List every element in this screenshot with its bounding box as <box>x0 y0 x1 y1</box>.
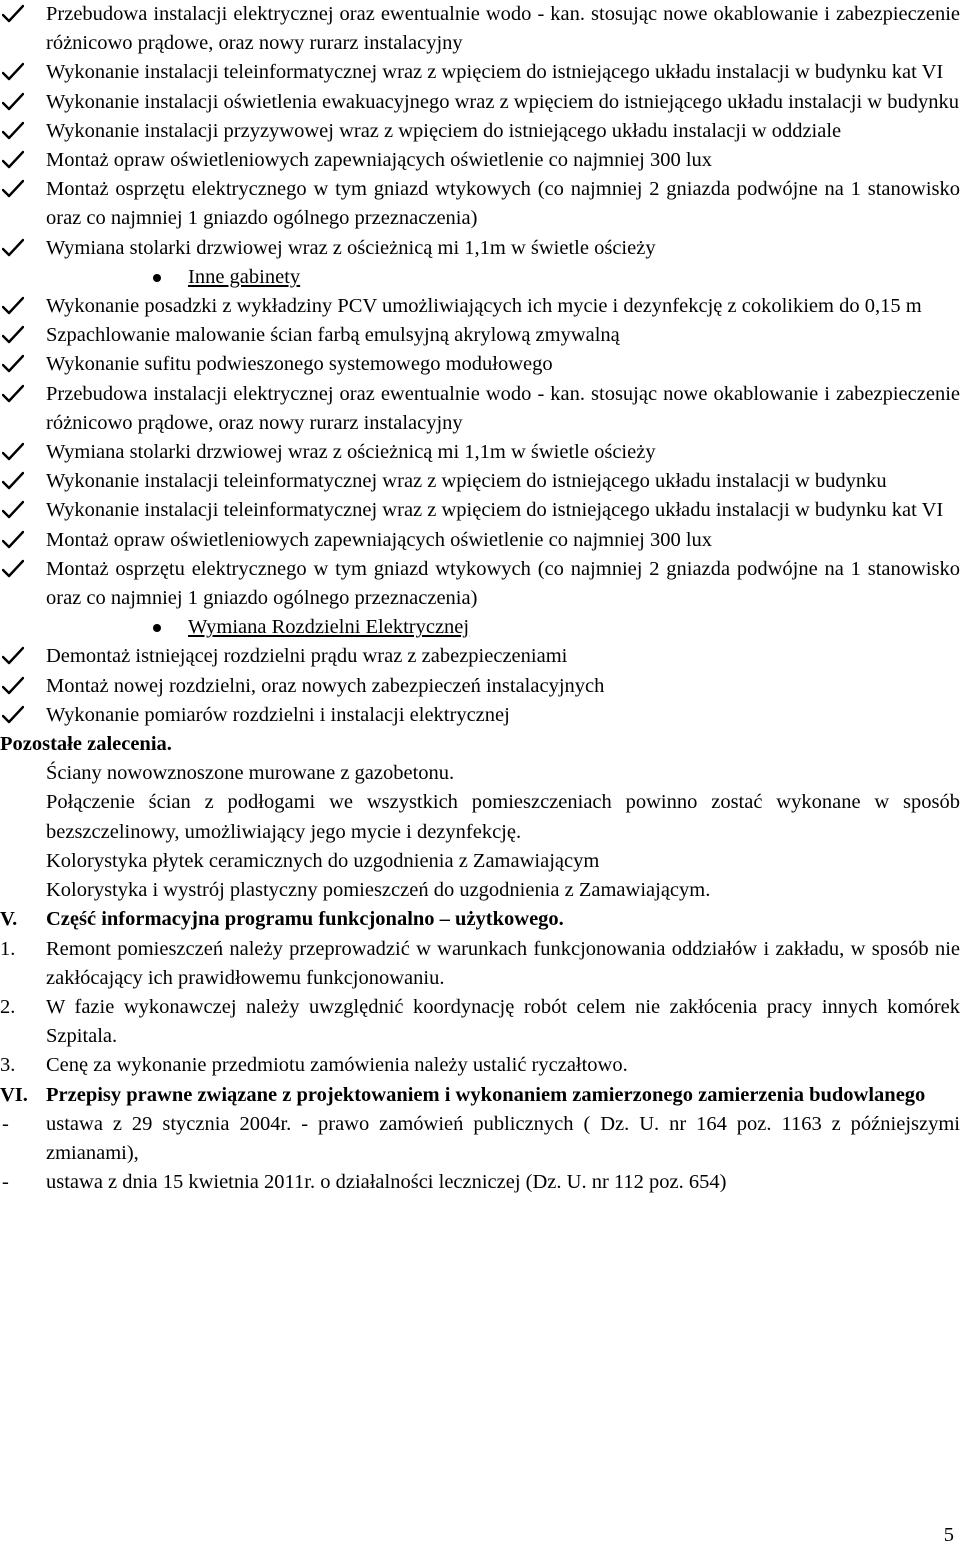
checklist-item <box>0 0 960 58</box>
subsection-inne-gabinety <box>0 263 960 292</box>
checkmark-icon <box>2 500 24 520</box>
checkmark-icon <box>2 296 24 316</box>
checklist-item-text: Wykonanie instalacji teleinformatycznej wraz z wpięciem do istniejącego układu instalacji w budynku <box>46 470 887 493</box>
checkmark-icon <box>2 471 24 491</box>
checklist-item <box>0 117 960 146</box>
checklist-item <box>0 88 960 117</box>
checklist-item-text: Wykonanie instalacji przyzywowej wraz z wpięciem do istniejącego układu instalacji w oddziale <box>46 119 842 142</box>
dash-marker: - <box>2 1112 9 1135</box>
section-heading-section_vi <box>0 1081 960 1110</box>
numbered-item <box>0 935 960 993</box>
checklist-item <box>0 350 960 379</box>
checklist-item-text: Wykonanie instalacji teleinformatycznej wraz z wpięciem do istniejącego układu instalacji w budynku kat VI <box>46 499 944 522</box>
checklist-item <box>0 292 960 321</box>
numbered-item <box>0 993 960 1051</box>
section-title: Przepisy prawne związane z projektowaniem i wykonaniem zamierzonego zamierzenia budowlanego <box>46 1083 926 1106</box>
checkmark-icon <box>2 4 24 24</box>
checklist-item-text: Wymiana stolarki drzwiowej wraz z ościeżnicą mi 1,1m w świetle ościeży <box>46 441 656 464</box>
checkmark-icon <box>2 150 24 170</box>
section-heading-section_v <box>0 905 960 934</box>
bullet-icon <box>153 274 161 282</box>
law-item-text: ustawa z dnia 15 kwietnia 2011r. o działalności leczniczej (Dz. U. nr 112 poz. 654) <box>46 1171 727 1194</box>
checkmark-icon <box>2 121 24 141</box>
checklist-item-text: Wykonanie pomiarów rozdzielni i instalacji elektrycznej <box>46 703 510 726</box>
checklist-item <box>0 555 960 613</box>
item-number: 2. <box>0 995 16 1018</box>
checklist-item <box>0 438 960 467</box>
law-item <box>0 1168 960 1197</box>
checklist-item-text: Przebudowa instalacji elektrycznej oraz ewentualnie wodo - kan. stosując nowe okablowanie i zabezpieczenie różnicowo prądowe, oraz nowy rurarz instalacyjny <box>46 382 960 434</box>
law-item <box>0 1110 960 1168</box>
checklist-item <box>0 58 960 87</box>
bullet-icon <box>153 624 161 632</box>
numbered-item <box>0 1051 960 1080</box>
checkmark-icon <box>2 179 24 199</box>
checkmark-icon <box>2 354 24 374</box>
dash-marker: - <box>2 1171 9 1194</box>
item-text: W fazie wykonawczej należy uwzględnić koordynację robót celem nie zakłócenia pracy innych komórek Szpitala. <box>46 995 960 1048</box>
checklist-item-text: Montaż nowej rozdzielni, oraz nowych zabezpieczeń instalacyjnych <box>46 674 605 697</box>
checklist-item <box>0 701 960 730</box>
checklist-item-text: Szpachlowanie malowanie ścian farbą emulsyjną akrylową zmywalną <box>46 324 620 347</box>
checkmark-icon <box>2 646 24 666</box>
checklist-item-text: Przebudowa instalacji elektrycznej oraz ewentualnie wodo - kan. stosując nowe okablowanie i zabezpieczenie różnicowo prądowe, oraz nowy rurarz instalacyjny <box>46 3 960 55</box>
checklist-item-text: Montaż osprzętu elektrycznego w tym gniazd wtykowych (co najmniej 2 gniazda podwójne na 1 stanowisko oraz co najmniej 1 gniazdo ogólnego przeznaczenia) <box>46 557 960 610</box>
checklist-item <box>0 672 960 701</box>
checklist-item <box>0 496 960 525</box>
checkmark-icon <box>2 442 24 462</box>
checkmark-icon <box>2 559 24 579</box>
law-item-text: ustawa z 29 stycznia 2004r. - prawo zamówień publicznych ( Dz. U. nr 164 poz. 1163 z późniejszymi zmianami), <box>46 1112 960 1164</box>
section-title: Część informacyjna programu funkcjonalno – użytkowego. <box>46 908 564 931</box>
recommendation-line: Połączenie ścian z podłogami we wszystkich pomieszczeniach powinno zostać wykonane w sposób bezszczelinowy, umożliwiający jego mycie i dezynfekcję. <box>46 791 960 843</box>
checklist-item-text: Wymiana stolarki drzwiowej wraz z ościeżnicą mi 1,1m w świetle ościeży <box>46 236 656 259</box>
subsection-rozdzielnia <box>0 613 960 642</box>
checkmark-icon <box>2 384 24 404</box>
checklist-item-text: Montaż opraw oświetleniowych zapewniających oświetlenie co najmniej 300 lux <box>46 528 713 551</box>
recommendation-line: Kolorystyka i wystrój plastyczny pomieszczeń do uzgodnienia z Zamawiającym. <box>46 879 711 902</box>
checklist-item <box>0 526 960 555</box>
checklist-item-text: Wykonanie sufitu podwieszonego systemowego modułowego <box>46 353 553 376</box>
checklist-item-text: Montaż opraw oświetleniowych zapewniających oświetlenie co najmniej 300 lux <box>46 149 713 172</box>
section-number: V. <box>0 908 18 931</box>
checklist-item-text: Demontaż istniejącej rozdzielni prądu wraz z zabezpieczeniami <box>46 645 568 668</box>
checklist-item <box>0 321 960 350</box>
recommendation-line: Kolorystyka płytek ceramicznych do uzgodnienia z Zamawiającym <box>46 849 600 872</box>
subsection-rozdzielnia-title: Wymiana Rozdzielni Elektrycznej <box>188 616 470 639</box>
page-number: 5 <box>943 1524 954 1546</box>
checklist-item-text: Wykonanie posadzki z wykładziny PCV umożliwiających ich mycie i dezynfekcję z cokolikiem do 0,15 m <box>46 295 922 318</box>
checkmark-icon <box>2 238 24 258</box>
item-text: Remont pomieszczeń należy przeprowadzić w warunkach funkcjonowania oddziałów i zakładu, w sposób nie zakłócający ich prawidłowemu funkcjonowaniu. <box>46 937 960 989</box>
checklist-item <box>0 146 960 175</box>
subsection-inne-gabinety-title: Inne gabinety <box>188 265 301 288</box>
checklist-item-text: Wykonanie instalacji oświetlenia ewakuacyjnego wraz z wpięciem do istniejącego układu instalacji w budynku <box>46 90 959 113</box>
item-number: 1. <box>0 937 16 960</box>
checkmark-icon <box>2 530 24 550</box>
checklist-item <box>0 467 960 496</box>
item-number: 3. <box>0 1054 16 1077</box>
checkmark-icon <box>2 325 24 345</box>
checklist-item-text: Wykonanie instalacji teleinformatycznej wraz z wpięciem do istniejącego układu instalacji w budynku kat VI <box>46 61 944 84</box>
checklist-item <box>0 175 960 233</box>
checklist-item <box>0 234 960 263</box>
section-heading-pozostale: Pozostałe zalecenia. <box>0 733 172 756</box>
section-number: VI. <box>0 1083 28 1106</box>
checkmark-icon <box>2 676 24 696</box>
item-text: Cenę za wykonanie przedmiotu zamówienia należy ustalić ryczałtowo. <box>46 1054 628 1077</box>
checkmark-icon <box>2 92 24 112</box>
checklist-item <box>0 380 960 438</box>
checklist-item-text: Montaż osprzętu elektrycznego w tym gniazd wtykowych (co najmniej 2 gniazda podwójne na 1 stanowisko oraz co najmniej 1 gniazdo ogólnego przeznaczenia) <box>46 178 960 230</box>
recommendation-line: Ściany nowowznoszone murowane z gazobetonu. <box>46 762 455 785</box>
checklist-item <box>0 642 960 671</box>
checkmark-icon <box>2 62 24 82</box>
checkmark-icon <box>2 705 24 725</box>
